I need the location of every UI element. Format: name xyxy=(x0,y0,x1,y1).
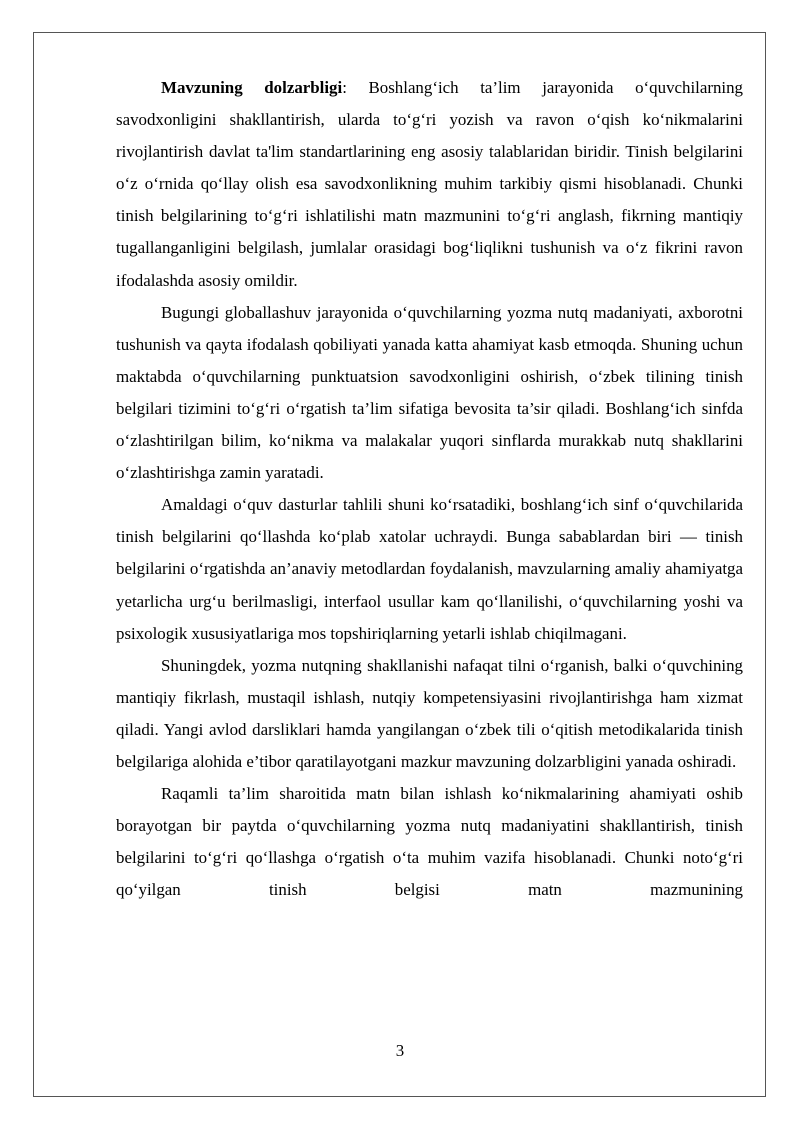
paragraph: Raqamli ta’lim sharoitida matn bilan ishlash ko‘nikmalarining ahamiyati oshib borayotgan bir paytda o‘quvchilarning yozma nutq madaniyatini shakllantirish, tinish belgilarini to‘g‘ri qo‘llashga o‘rgatish o‘ta muhim vazifa hisoblanadi. Chunki noto‘g‘ri qo‘yilgan tinish belgisi matn mazmunining xyxy=(116,784,743,900)
paragraph: Bugungi globallashuv jarayonida o‘quvchilarning yozma nutq madaniyati, axborotni tushunish va qayta ifodalash qobiliyati yanada katta ahamiyat kasb etmoqda. Shuning uchun maktabda o‘quvchilarning punktuatsion savodxonligini oshirish, o‘zbek tilining tinish belgilari tizimini to‘g‘ri o‘rgatish ta’lim sifatiga bevosita ta’sir qiladi. Boshlang‘ich sinfda o‘zlashtirilgan bilim, ko‘nikma va malakalar yuqori sinflarda murakkab nutq shakllarini o‘zlashtirishga zamin yaratadi. xyxy=(116,302,743,483)
page-number: 3 xyxy=(395,1041,405,1060)
document-body xyxy=(116,72,743,906)
paragraph-lead-heading: Mavzuning dolzarbligi xyxy=(161,78,343,97)
paragraph-relevance xyxy=(116,72,743,297)
paragraph: Shuningdek, yozma nutqning shakllanishi nafaqat tilni o‘rganish, balki o‘quvchining mantiqiy fikrlash, mustaqil ishlash, nutqiy kompetensiyasini rivojlantirishga ham xizmat qiladi. Yangi avlod darsliklari hamda yangilangan o‘zbek tili o‘qitish metodikalarida tinish belgilariga alohida e’tibor qaratilayotgani mazkur mavzuning dolzarbligini yanada oshiradi. xyxy=(116,655,743,771)
paragraph-text: : Boshlang‘ich ta’lim jarayonida o‘quvchilarning savodxonligini shakllantirish, ularda to‘g‘ri yozish va ravon o‘qish ko‘nikmalarini rivojlantirish davlat ta'lim standartlarining eng asosiy talablaridan biridir. Tinish belgilarini o‘z o‘rnida qo‘llay olish esa savodxonlikning muhim tarkibiy qismi hisoblanadi. Chunki tinish belgilarining to‘g‘ri ishlatilishi matn mazmunini to‘g‘ri anglash, fikrning mantiqiy tugallanganligini belgilash, jumlalar orasidagi bog‘liqlikni tushunish va o‘z fikrini ravon ifodalashda asosiy omildir. xyxy=(116,78,743,290)
paragraph: Amaldagi o‘quv dasturlar tahlili shuni ko‘rsatadiki, boshlang‘ich sinf o‘quvchilarida tinish belgilarini qo‘llashda ko‘plab xatolar uchraydi. Bunga sabablardan biri — tinish belgilarini o‘rgatishda an’anaviy metodlardan foydalanish, mavzularning amaliy ahamiyatga yetarlicha urg‘u berilmasligi, interfaol usullar kam qo‘llanilishi, o‘quvchilarning yoshi va psixologik xususiyatlariga mos topshiriqlarning yetarli ishlab chiqilmagani. xyxy=(116,495,743,643)
